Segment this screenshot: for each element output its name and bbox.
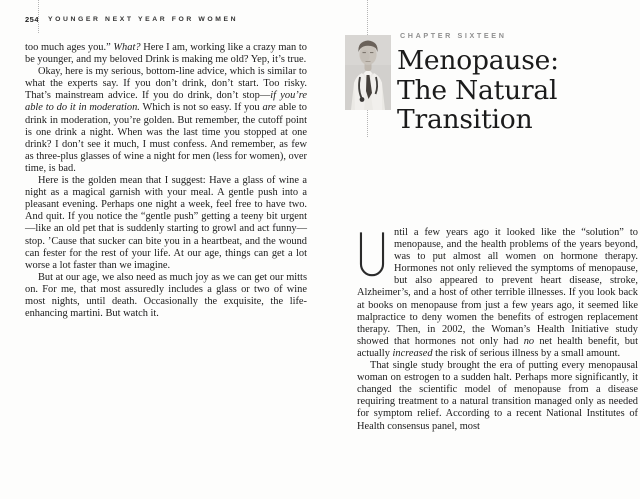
page-number: 254 xyxy=(25,15,40,24)
author-photo xyxy=(345,35,391,110)
paragraph-text: ntil a few years ago it looked like the “solution” to menopause, and the health problems of the years beyond, was to put almost all women on hormone therapy. Hormones not only relieved the symptoms of menopause, but also appeared to prevent heart disease, stroke, Alzheimer’s, and a host of other terrible illnesses. If you look back at books on menopause from just a few years ago, it seemed like malpractice to deny women the benefits of estrogen replacement therapy. Then, in 2002, the Woman’s Health Initiative study showed that hormones not only had no net health benefit, but actually increased the risk of serious illness by a small amount. xyxy=(357,227,638,359)
paragraph: too much ages you.” What? Here I am, working like a crazy man to be younger, and my beloved Drink is making me old? Yep, it’s true. xyxy=(25,42,308,66)
left-body-text xyxy=(25,42,307,320)
chapter-title-line: The Natural xyxy=(397,74,558,106)
doctor-portrait-illustration xyxy=(345,35,391,110)
paragraph-with-dropcap xyxy=(357,227,638,360)
paragraph: Okay, here is my serious, bottom-line advice, which is similar to what the experts say. If you don’t drink, don’t start. Too risky. That’s mainstream advice. If you do drink, don’t stop—if you’re able to do it in moderation. Which is not so easy. If you are able to drink in moderation, you’re golden. But remember, the cutoff point is one drink a night. When was the last time you stopped at one drink? I don’t see it much, I must confess. And remember, as few as three-plus glasses of wine a night for men (less for women), over time, is bad. xyxy=(25,66,307,174)
chapter-label: CHAPTER SIXTEEN xyxy=(400,31,507,40)
chapter-title xyxy=(397,46,559,135)
header-dotted-rule xyxy=(38,0,39,33)
paragraph: That single study brought the era of putting every menopausal woman on estrogen to a sudden halt. Perhaps more significantly, it changed the scientific model of menopause from a disease requiring treatment to a natural transition managed only as needed for symptom relief. According to a recent National Institutes of Health consensus panel, most xyxy=(357,360,638,432)
chapter-title-line: Transition xyxy=(397,104,533,135)
paragraph: Here is the golden mean that I suggest: Have a glass of wine a night as a magical garnish with your meal. A gentle push into a pleasant evening. Perhaps one night a week, feel free to have two. And quit. If you notice the “gentle push” getting a teeny bit urgent—like an old pet that is suddenly starting to growl and act funny—stop. ’Cause that sucker can bite you in a heartbeat, and the wound can fester for the rest of your life. At our age, things can get a lot worse a lot faster than we imagine. xyxy=(25,175,307,271)
running-head: YOUNGER NEXT YEAR FOR WOMEN xyxy=(48,16,239,23)
chapter-title-line: Menopause: xyxy=(397,45,559,76)
right-body-text xyxy=(357,227,638,433)
paragraph: But at our age, we also need as much joy as we can get our mitts on. For me, that most assuredly includes a glass or two of wine most nights, until death. Occasionally the exquisite, the life-enhancing martini. But watch it. xyxy=(25,271,307,320)
drop-cap-letter-U xyxy=(357,229,387,287)
